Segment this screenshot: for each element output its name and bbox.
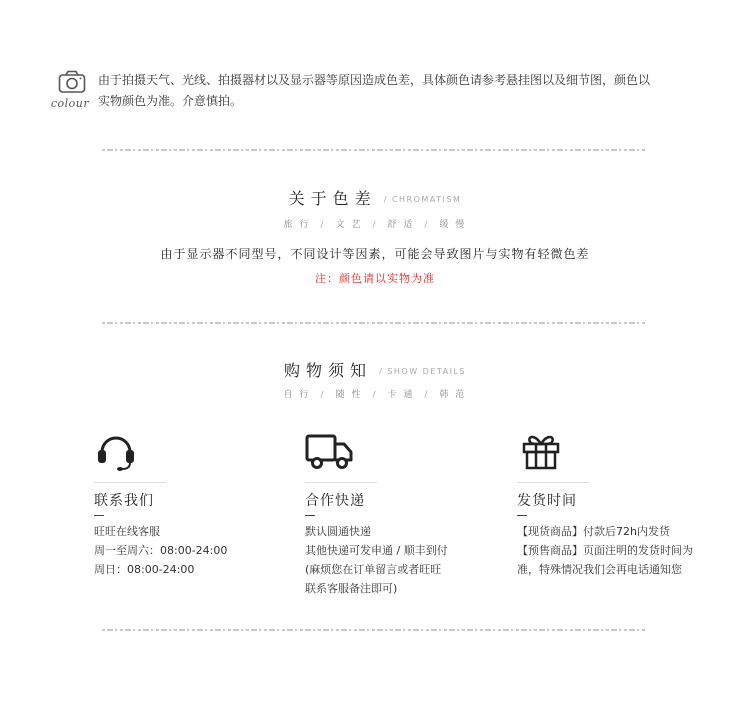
colour-badge — [50, 70, 90, 112]
column-line: 联系客服备注即可) — [305, 582, 398, 595]
shopping-heading — [0, 358, 750, 381]
tag: 韩 范 — [439, 390, 467, 400]
column-body — [94, 522, 294, 579]
tag: 缓 慢 — [439, 220, 467, 230]
column-line: 周日：08:00-24:00 — [94, 563, 195, 576]
column-line: 准，特殊情况我们会再电话通知您 — [517, 563, 682, 576]
section-subtitle: / CHROMATISM — [383, 195, 462, 204]
tag: 文 艺 — [335, 220, 363, 230]
section-subtitle: / SHOW DETAILS — [379, 367, 467, 376]
chromatism-description: 由于显示器不同型号，不同设计等因素，可能会导致图片与实物有轻微色差 — [160, 247, 590, 261]
notice-line-1: 由于拍摄天气、光线、拍摄器材以及显示器等原因造成色差，具体颜色请参考悬挂图以及细节图，颜色以 — [98, 73, 651, 87]
section-title: 购物须知 — [283, 361, 372, 380]
gift-icon — [517, 432, 565, 472]
column-body — [305, 522, 505, 598]
section-title: 关于色差 — [288, 189, 377, 208]
camera-icon — [58, 70, 86, 94]
chromatism-note: 注：颜色请以实物为准 — [315, 272, 435, 285]
divider — [102, 629, 646, 631]
colour-label: colour — [50, 97, 90, 110]
column-line: 默认圆通快递 — [305, 525, 371, 538]
column-line: 【现货商品】付款后72h内发货 — [517, 525, 670, 538]
column-title: 联系我们 — [94, 493, 154, 509]
shopping-tags: 自 行 / 随 性 / 卡 通 / 韩 范 — [0, 387, 750, 400]
shipping-column — [517, 432, 717, 576]
tag: 卡 通 — [387, 390, 415, 400]
tag: 自 行 — [283, 390, 311, 400]
column-body — [517, 522, 717, 579]
column-line: (麻烦您在订单留言或者旺旺 — [305, 563, 442, 576]
column-line: 周一至周六：08:00-24:00 — [94, 544, 228, 557]
notice-line-2: 实物颜色为准。介意慎拍。 — [98, 94, 243, 108]
column-line: 旺旺在线客服 — [94, 525, 160, 538]
column-title: 合作快递 — [305, 493, 365, 509]
chromatism-tags: 旅 行 / 文 艺 / 舒 适 / 缓 慢 — [0, 217, 750, 230]
chromatism-heading — [0, 186, 750, 209]
divider — [102, 149, 646, 151]
truck-icon — [305, 432, 353, 472]
tag: 随 性 — [335, 390, 363, 400]
color-notice — [98, 70, 698, 112]
column-line: 其他快递可发申通 / 顺丰到付 — [305, 544, 448, 557]
divider — [102, 322, 646, 324]
headset-icon — [94, 432, 142, 472]
tag: 舒 适 — [387, 220, 415, 230]
column-line: 【预售商品】页面注明的发货时间为 — [517, 544, 693, 557]
courier-column — [305, 432, 505, 595]
contact-column — [94, 432, 294, 576]
tag: 旅 行 — [283, 220, 311, 230]
column-title: 发货时间 — [517, 493, 577, 509]
